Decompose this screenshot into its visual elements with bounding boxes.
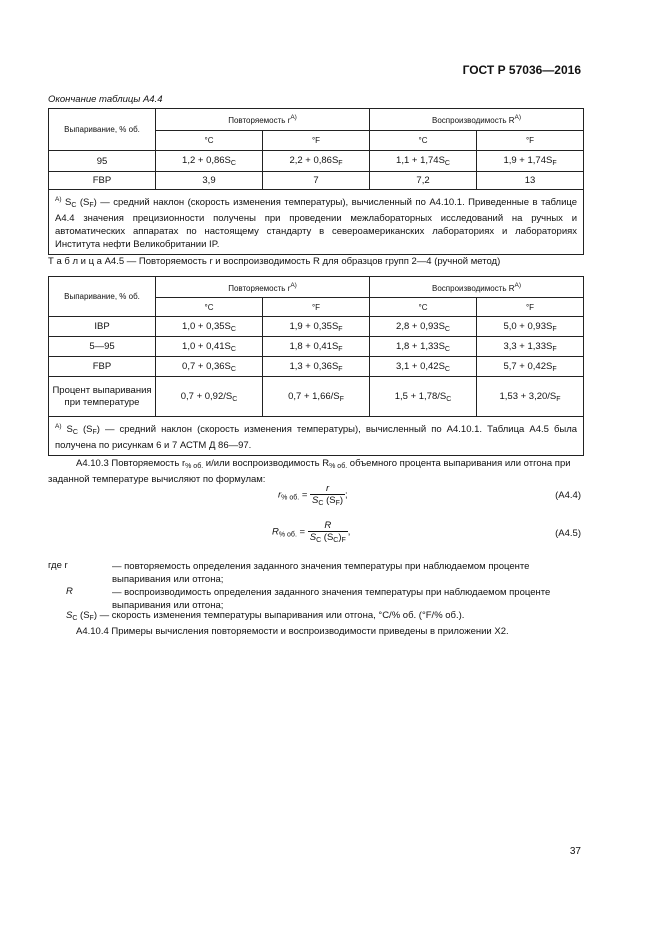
cell-evap: FBP [49, 172, 156, 190]
table-caption: Окончание таблицы А4.4 [48, 94, 163, 105]
unit-f: °F [477, 131, 584, 151]
equation-number: (А4.5) [555, 528, 581, 539]
cell-Rf: $1,9 + 1,74S_F$ [477, 151, 584, 172]
formula-a4-4: $r_{\% об.}$ = $\frac{r}{S_C (S_F)}$ ; [278, 483, 348, 507]
term-R: R [66, 586, 73, 597]
cell-rf: $1,8 + 0,41S_F$ [263, 337, 370, 357]
unit-c: °C [370, 131, 477, 151]
where-label: где r [48, 560, 68, 571]
cell-rf: 7 [263, 172, 370, 190]
col-repro-header: Воспроизводимость $R^{A)}$ [370, 277, 584, 298]
definition-R: — воспроизводимость определения заданного значения температуры при наблюдаемом проценте выпаривания или отгона; [112, 587, 551, 611]
standard-header: ГОСТ Р 57036—2016 [462, 63, 581, 77]
cell-Rf: $1,53 + 3,20/S_F$ [477, 377, 584, 417]
unit-f: °F [263, 131, 370, 151]
col-repro-header: Воспроизводимость $R^{A)}$ [370, 109, 584, 131]
table-row [49, 377, 584, 417]
cell-rf: $1,3 + 0,36S_F$ [263, 357, 370, 377]
unit-f: °F [477, 298, 584, 317]
table-footnote: $^{A)}$ $S_C$ $(S_F)$ — средний наклон (скорость изменения температуры), вычисленный по А4.10.1. Таблица А4.5 была получена по рисункам 6 и 7 АСТМ Д 86—97. [49, 417, 584, 456]
cell-Rc: $3,1 + 0,42S_C$ [370, 357, 477, 377]
table-row [49, 317, 584, 337]
col-repeat-header: Повторяемость $r^{A)}$ [156, 277, 370, 298]
cell-evap: 5—95 [49, 337, 156, 357]
cell-evap: IBP [49, 317, 156, 337]
cell-rf: $1,9 + 0,35S_F$ [263, 317, 370, 337]
unit-c: °C [370, 298, 477, 317]
page-number: 37 [569, 846, 581, 857]
cell-rc: $1,0 + 0,41S_C$ [156, 337, 263, 357]
cell-Rf: 13 [477, 172, 584, 190]
table-row [49, 151, 584, 172]
unit-c: °C [156, 131, 263, 151]
cell-rc: $1,2 + 0,86S_C$ [156, 151, 263, 172]
formula-a4-5: $R_{\% об.}$ = $\frac{R}{S_C (S_C)_F}$ , [272, 520, 351, 544]
cell-rc: $0,7 + 0,92/S_C$ [156, 377, 263, 417]
cell-rf: $0,7 + 1,66/S_F$ [263, 377, 370, 417]
cell-Rc: $1,1 + 1,74S_C$ [370, 151, 477, 172]
cell-rf: $2,2 + 0,86S_F$ [263, 151, 370, 172]
cell-Rc: $1,8 + 1,33S_C$ [370, 337, 477, 357]
table-row [49, 357, 584, 377]
unit-f: °F [263, 298, 370, 317]
table-footnote: $^{A)}$ $S_C$ $(S_F)$ — средний наклон (скорость изменения температуры), вычисленный по А4.10.1. Приведенные в таблице А4.4 значения прецизионности получены при проведении межлабораторных исследований на ручных и автоматических аппаратах по настоящему стандарту в североамериканских лабораториях и лабораториях Института нефти Великобритании IP. [49, 190, 584, 255]
cell-evap: FBP [49, 357, 156, 377]
cell-rc: $1,0 + 0,35S_C$ [156, 317, 263, 337]
cell-Rf: $3,3 + 1,33S_F$ [477, 337, 584, 357]
equation-number: (А4.4) [555, 490, 581, 501]
table-row [49, 337, 584, 357]
definition-S: $S_C$ $(S_F)$ — скорость изменения температуры выпаривания или отгона, °С/% об. (°F/% об.). [66, 610, 465, 622]
cell-evap: Процент выпаривания при температуре [49, 377, 156, 417]
col-repeat-header: Повторяемость $r^{A)}$ [156, 109, 370, 131]
paragraph-a4-10-3: А4.10.3 Повторяемость $r_{\% об.}$ и/или воспроизводимость $R_{\% об.}$ объемного процента выпаривания или отгона при заданной температуре вычисляют по формулам: [48, 458, 571, 485]
table-a4-5 [48, 276, 584, 456]
definition-r: — повторяемость определения заданного значения температуры при наблюдаемом проценте выпаривания или отгона; [112, 561, 530, 585]
cell-Rf: $5,0 + 0,93S_F$ [477, 317, 584, 337]
table-a4-4 [48, 108, 584, 255]
cell-rc: $0,7 + 0,36S_C$ [156, 357, 263, 377]
cell-evap: 95 [49, 151, 156, 172]
table-row [49, 172, 584, 190]
table-caption: Т а б л и ц а А4.5 — Повторяемость r и воспроизводимость R для образцов групп 2—4 (ручной метод) [48, 256, 501, 267]
paragraph-a4-10-4: А4.10.4 Примеры вычисления повторяемости и воспроизводимости приведены в приложении Х2. [76, 626, 509, 637]
cell-rc: 3,9 [156, 172, 263, 190]
cell-Rc: $2,8 + 0,93S_C$ [370, 317, 477, 337]
cell-Rc: 7,2 [370, 172, 477, 190]
col-evap-header: Выпаривание, % об. [49, 109, 156, 151]
col-evap-header: Выпаривание, % об. [49, 277, 156, 317]
cell-Rf: $5,7 + 0,42S_F$ [477, 357, 584, 377]
cell-Rc: $1,5 + 1,78/S_C$ [370, 377, 477, 417]
unit-c: °C [156, 298, 263, 317]
